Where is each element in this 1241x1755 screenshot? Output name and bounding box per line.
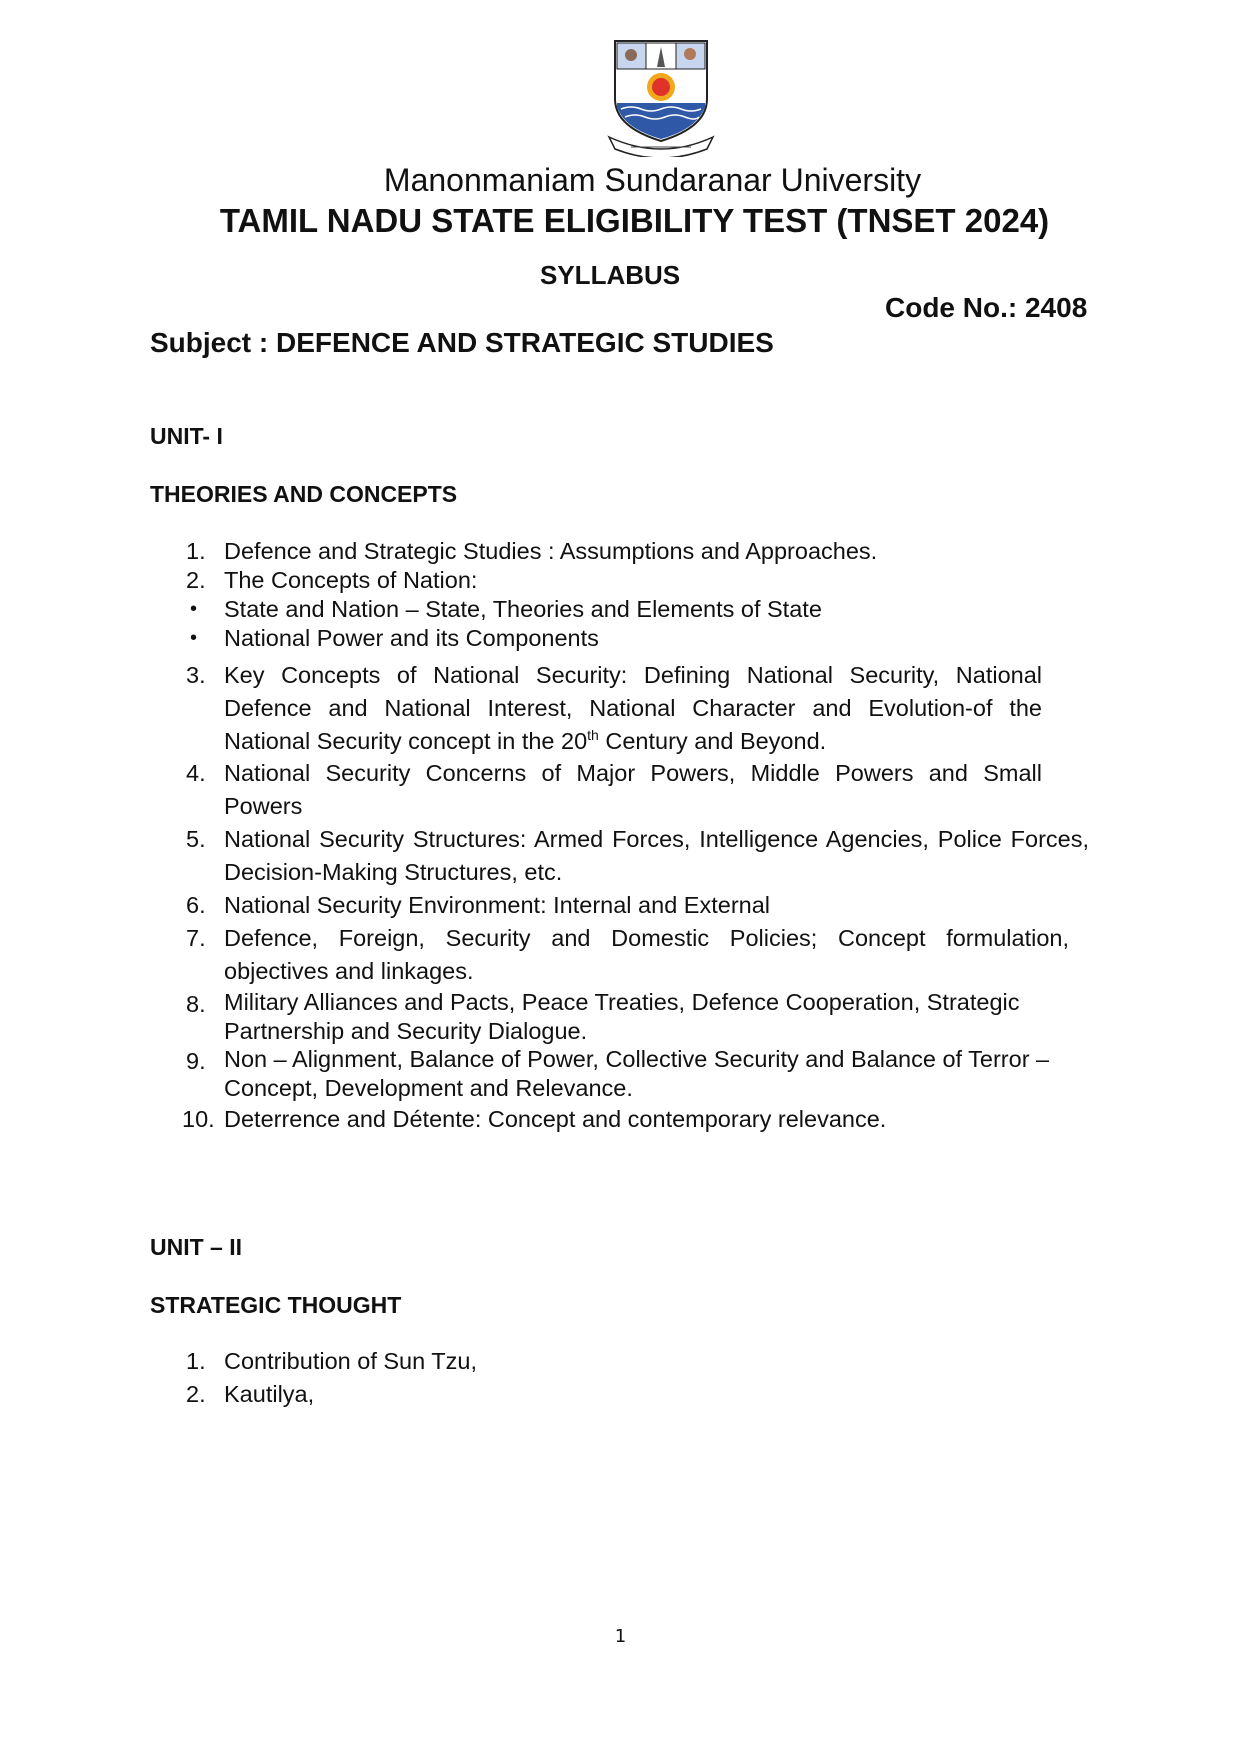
bullet-marker: • — [190, 627, 198, 649]
university-name: Manonmaniam Sundaranar University — [383, 162, 922, 198]
list-marker: 2. — [186, 1381, 206, 1407]
list-marker: 5. — [186, 826, 206, 852]
list-item-text: Defence, Foreign, Security and Domestic Policies; Concept formulation, objectives and linkages. — [224, 925, 1069, 984]
exam-title: TAMIL NADU STATE ELIGIBILITY TEST (TNSET 2024) — [219, 202, 1050, 239]
list-item-text: Deterrence and Détente: Concept and contemporary relevance. — [224, 1106, 887, 1132]
unit-2-label: UNIT – II — [150, 1234, 243, 1260]
superscript: th — [587, 727, 599, 744]
list-marker: 3. — [186, 662, 206, 688]
unit-1-label: UNIT- I — [150, 423, 223, 449]
list-marker: 2. — [186, 567, 206, 593]
list-item-text: Kautilya, — [224, 1381, 315, 1407]
list-item-text: Defence and Strategic Studies : Assumptions and Approaches. — [224, 538, 878, 564]
subject-title: Subject : DEFENCE AND STRATEGIC STUDIES — [150, 327, 774, 358]
list-item-text: The Concepts of Nation: — [224, 567, 478, 593]
list-item-text-part: Century and Beyond. — [598, 728, 827, 754]
unit-1-title: THEORIES AND CONCEPTS — [150, 481, 458, 507]
list-item-text: National Security Structures: Armed Forces, Intelligence Agencies, Police Forces, Decision-Making Structures, etc. — [224, 826, 1089, 885]
syllabus-heading: SYLLABUS — [540, 260, 681, 290]
list-item-text: State and Nation – State, Theories and Elements of State — [224, 596, 822, 622]
university-emblem-logo — [607, 37, 715, 157]
list-item-text: Military Alliances and Pacts, Peace Treaties, Defence Cooperation, Strategic Partnership and Security Dialogue. — [224, 989, 1020, 1044]
unit-2-title: STRATEGIC THOUGHT — [150, 1292, 402, 1318]
page-number: 1 — [614, 1626, 627, 1647]
list-item-text: Contribution of Sun Tzu, — [224, 1348, 477, 1374]
list-marker: 1. — [186, 538, 206, 564]
list-item-text: National Security Concerns of Major Powers, Middle Powers and Small Powers — [224, 760, 1042, 819]
list-marker: 6. — [186, 892, 206, 918]
list-marker: 10. — [182, 1106, 215, 1132]
list-marker: 1. — [186, 1348, 206, 1374]
list-item-text-part: Key Concepts of National Security: Defining National Security, National Defence and National Interest, National Character and Evolution-of the National Security concept in the 20 — [224, 662, 1042, 754]
list-item-text — [224, 659, 1042, 758]
list-marker: 9. — [186, 1048, 206, 1074]
list-item-text: Non – Alignment, Balance of Power, Collective Security and Balance of Terror – Concept, Development and Relevance. — [224, 1046, 1050, 1101]
list-item-text: National Power and its Components — [224, 625, 599, 651]
list-marker: 8. — [186, 991, 206, 1017]
list-marker: 7. — [186, 925, 206, 951]
bullet-marker: • — [190, 598, 198, 620]
list-marker: 4. — [186, 760, 206, 786]
list-item-text: National Security Environment: Internal and External — [224, 892, 771, 918]
code-number: Code No.: 2408 — [885, 292, 1088, 323]
